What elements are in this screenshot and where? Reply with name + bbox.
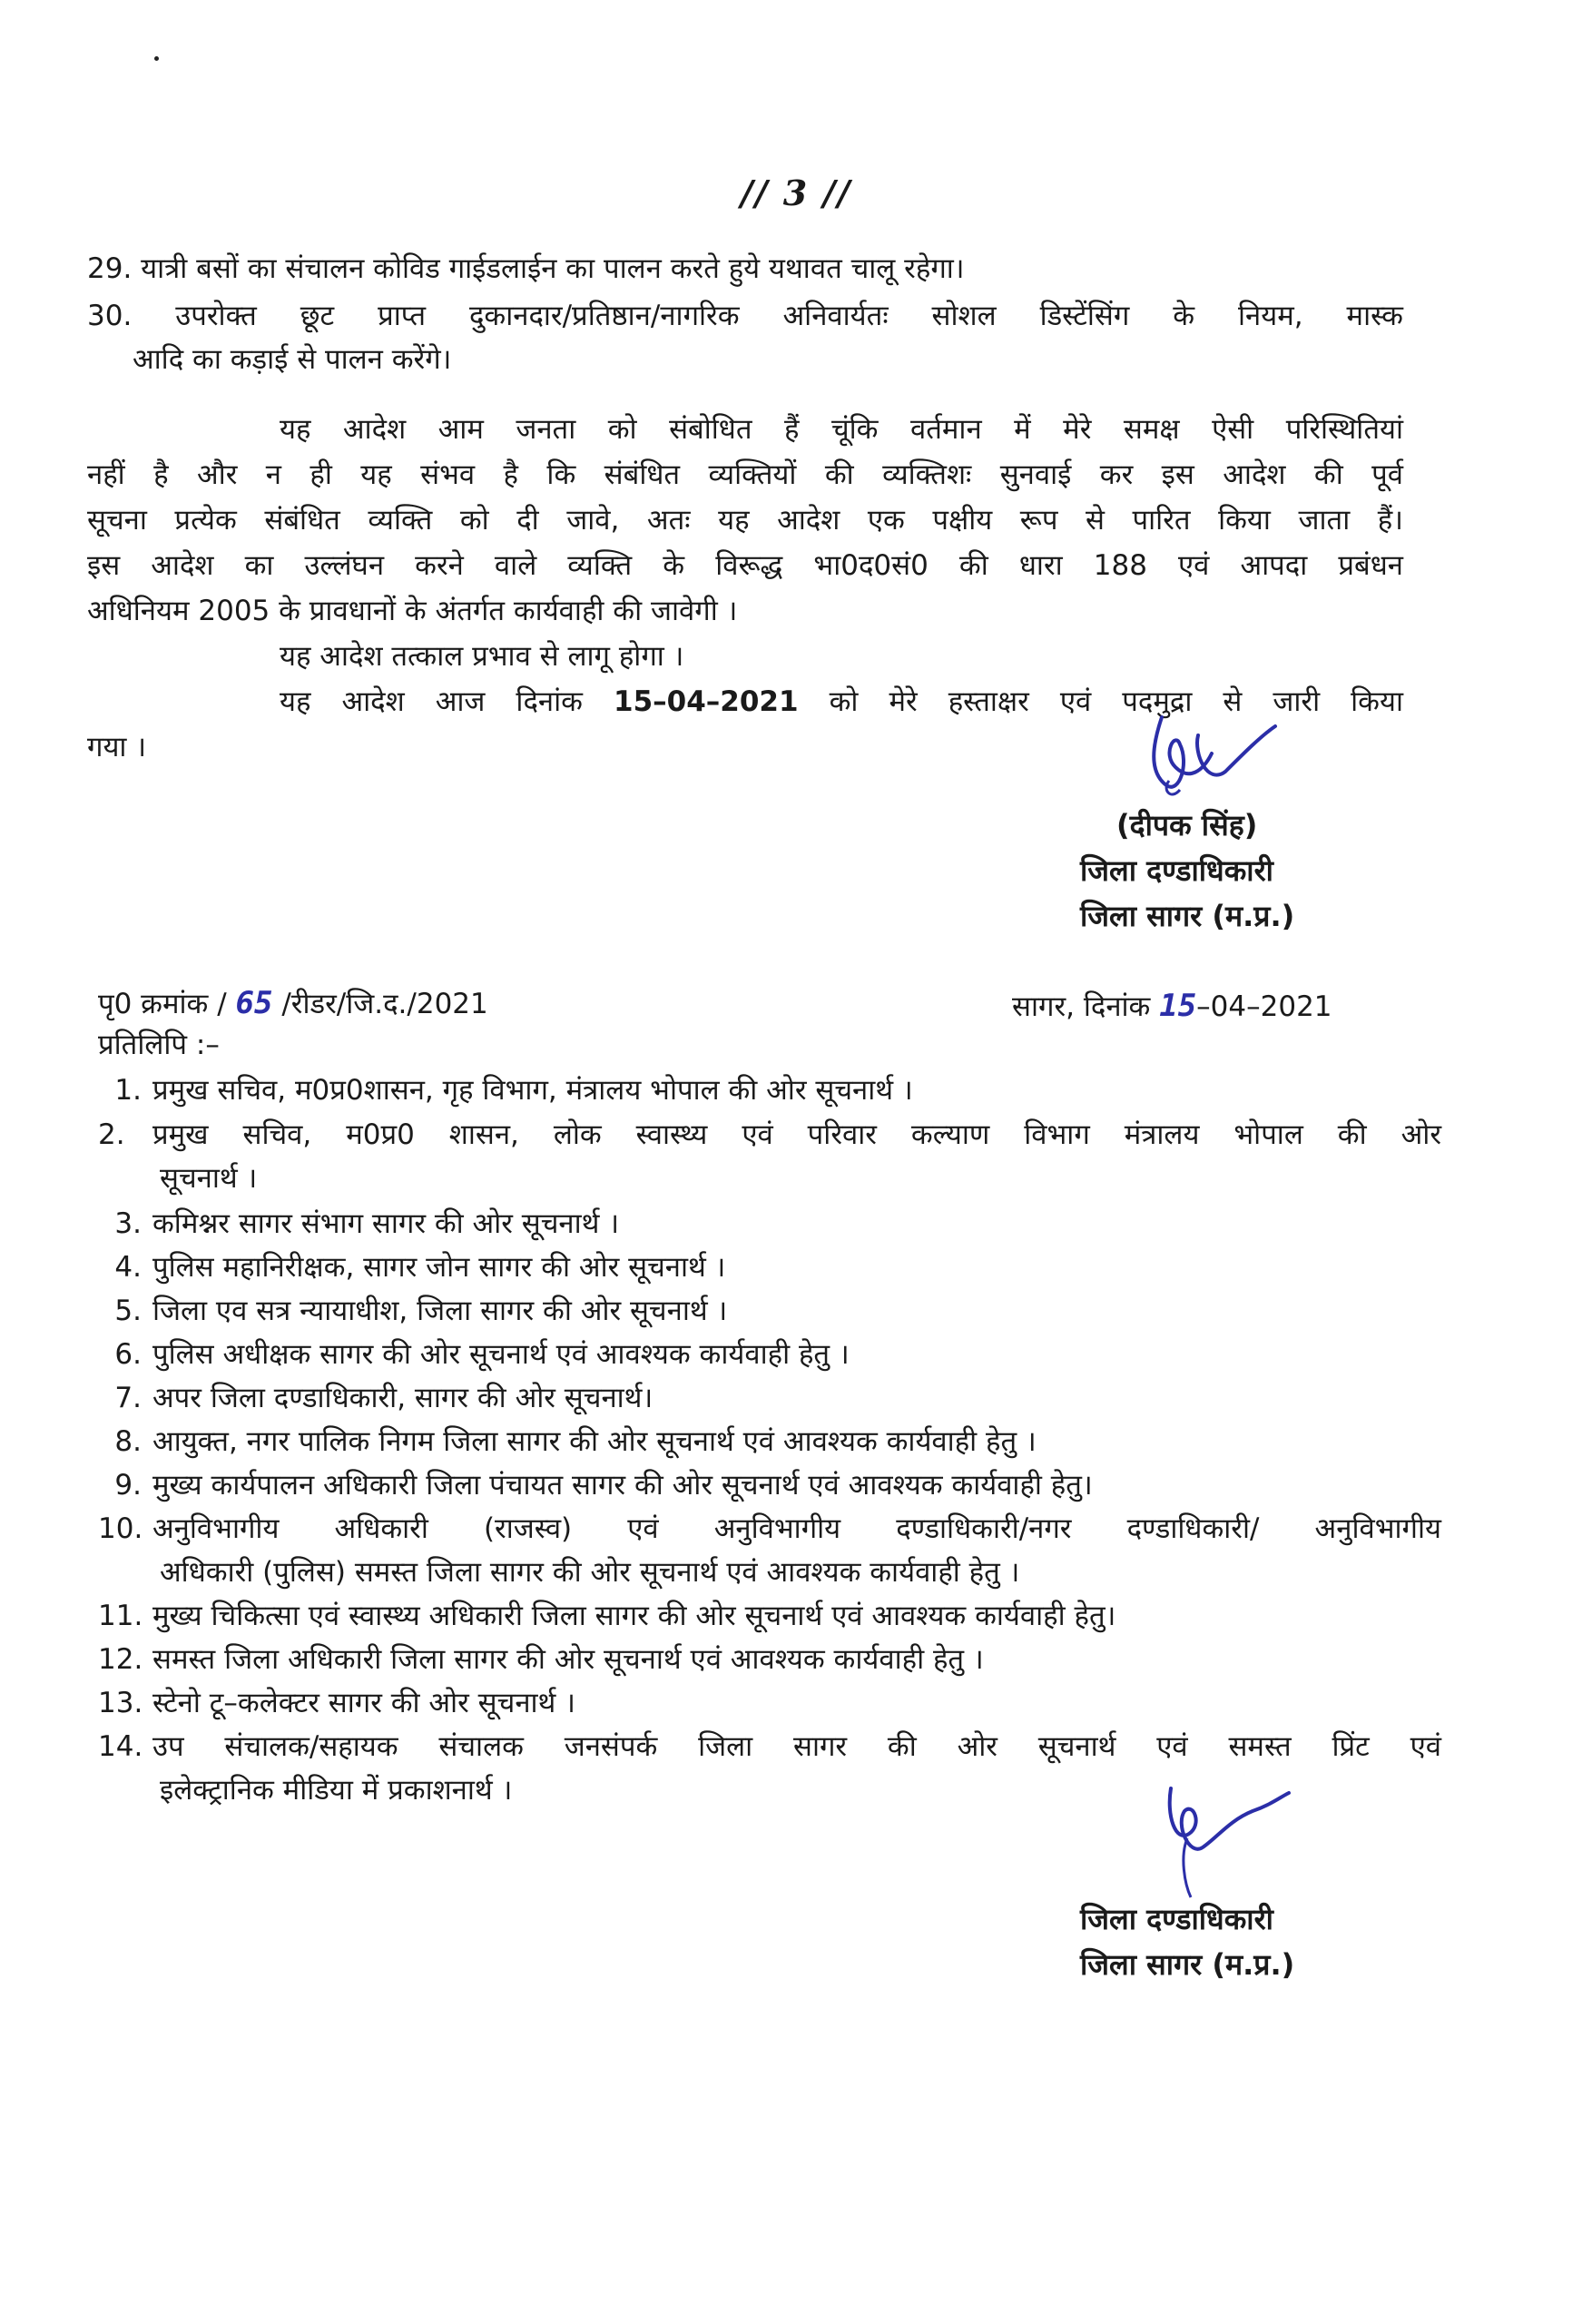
item-text: जिला एव सत्र न्यायाधीश, जिला सागर की ओर सूचनार्थ । <box>152 1295 728 1327</box>
item-number: 29. <box>87 252 133 285</box>
list-item <box>98 1251 725 1285</box>
list-item <box>98 1382 653 1415</box>
signature <box>1144 1770 1298 1906</box>
item-text: प्रमुख सचिव, म0प्र0शासन, गृह विभाग, मंत्रालय भोपाल की ओर सूचनार्थ । <box>152 1074 913 1107</box>
paragraph-line: यह आदेश आम जनता को संबोधित हैं चूंकि वर्तमान में मेरे समक्ष ऐसी परिस्थितियां <box>280 413 1403 446</box>
issue-text-pre: यह आदेश आज दिनांक <box>280 685 583 718</box>
item-continuation: सूचनार्थ । <box>160 1162 258 1195</box>
list-item <box>98 1730 1441 1764</box>
list-item <box>98 1600 1115 1633</box>
date-suffix: –04–2021 <box>1196 990 1332 1023</box>
item-number: 9. <box>114 1469 142 1502</box>
paragraph-line: इस आदेश का उल्लंघन करने वाले व्यक्ति के विरूद्ध भा0द0सं0 की धारा 188 एवं आपदा प्रबंधन <box>87 549 1403 582</box>
item-continuation: अधिकारी (पुलिस) समस्त जिला सागर की ओर सूचनार्थ एवं आवश्यक कार्यवाही हेतु । <box>160 1556 1020 1589</box>
endorsement-date <box>1012 988 1332 1025</box>
item-text: उप संचालक/सहायक संचालक जनसंपर्क जिला सागर की ओर सूचनार्थ एवं समस्त प्रिंट एवं <box>152 1730 1441 1763</box>
item-number: 1. <box>114 1074 142 1107</box>
reference-number: 65 <box>235 985 273 1021</box>
item-text: प्रमुख सचिव, म0प्र0 शासन, लोक स्वास्थ्य एवं परिवार कल्याण विभाग मंत्रालय भोपाल की ओर <box>152 1118 1441 1151</box>
item-number: 13. <box>98 1687 143 1719</box>
issue-date: 15–04–2021 <box>614 685 799 718</box>
item-number: 6. <box>114 1338 142 1371</box>
item-text: यात्री बसों का संचालन कोविड गाईडलाईन का पालन करते हुये यथावत चालू रहेगा। <box>141 252 965 285</box>
reference-suffix: /रीडर/जि.द./2021 <box>281 988 488 1020</box>
paragraph-line: नहीं है और न ही यह संभव है कि संबंधित व्यक्तियों की व्यक्तिशः सुनवाई कर इस आदेश की पूर्व <box>87 458 1403 491</box>
list-item <box>98 1425 1037 1459</box>
stray-mark <box>154 56 159 61</box>
list-item <box>98 1469 1093 1502</box>
item-text: स्टेनो टू–कलेक्टर सागर की ओर सूचनार्थ । <box>152 1687 575 1719</box>
item-continuation: आदि का कड़ाई से पालन करेंगे। <box>133 343 452 376</box>
item-number: 8. <box>114 1425 142 1458</box>
list-item <box>98 1512 1441 1546</box>
item-text: मुख्य चिकित्सा एवं स्वास्थ्य अधिकारी जिला सागर की ओर सूचनार्थ एवं आवश्यक कार्यवाही हेतु। <box>152 1600 1116 1632</box>
item-number: 30. <box>87 300 133 332</box>
item-text: आयुक्त, नगर पालिक निगम जिला सागर की ओर सूचनार्थ एवं आवश्यक कार्यवाही हेतु । <box>152 1425 1037 1458</box>
date-prefix: सागर, दिनांक <box>1012 990 1151 1023</box>
item-number: 2. <box>98 1118 125 1151</box>
item-text: मुख्य कार्यपालन अधिकारी जिला पंचायत सागर की ओर सूचनार्थ एवं आवश्यक कार्यवाही हेतु। <box>152 1469 1093 1502</box>
paragraph-line: सूचना प्रत्येक संबंधित व्यक्ति को दी जावे, अतः यह आदेश एक पक्षीय रूप से पारित किया जाता हैं। <box>87 504 1403 537</box>
item-number: 5. <box>114 1295 142 1327</box>
signatory-name: (दीपक सिंह) <box>1116 808 1258 842</box>
paragraph-line: गया । <box>87 731 147 763</box>
item-continuation: इलेक्ट्रानिक मीडिया में प्रकाशनार्थ । <box>160 1774 513 1807</box>
list-item <box>98 1643 984 1677</box>
signatory-designation: जिला दण्डाधिकारी <box>1080 1902 1273 1936</box>
list-item <box>98 1118 1441 1152</box>
item-number: 3. <box>114 1207 142 1240</box>
item-text: समस्त जिला अधिकारी जिला सागर की ओर सूचनार्थ एवं आवश्यक कार्यवाही हेतु । <box>152 1643 984 1676</box>
list-item <box>98 1295 727 1328</box>
list-item <box>98 1207 619 1241</box>
issue-text-post: को मेरे हस्ताक्षर एवं पदमुद्रा से जारी किया <box>829 685 1403 718</box>
paragraph-line: अधिनियम 2005 के प्रावधानों के अंतर्गत कार्यवाही की जावेगी । <box>87 595 738 627</box>
reference-prefix: पृ0 क्रमांक / <box>98 988 227 1020</box>
signature <box>1125 699 1289 808</box>
signatory-designation: जिला दण्डाधिकारी <box>1080 853 1273 888</box>
signatory-place: जिला सागर (म.प्र.) <box>1080 899 1295 933</box>
reference-line <box>98 985 488 1022</box>
item-text: पुलिस अधीक्षक सागर की ओर सूचनार्थ एवं आवश्यक कार्यवाही हेतु । <box>152 1338 850 1371</box>
list-item <box>98 1687 575 1720</box>
date-day: 15 <box>1159 988 1197 1024</box>
item-number: 4. <box>114 1251 142 1284</box>
list-item <box>87 300 1403 333</box>
copy-label: प्रतिलिपि :– <box>98 1029 220 1061</box>
signatory-place: जिला सागर (म.प्र.) <box>1080 1947 1295 1982</box>
item-number: 12. <box>98 1643 143 1676</box>
item-number: 10. <box>98 1512 143 1545</box>
item-number: 11. <box>98 1600 143 1632</box>
list-item <box>98 1074 913 1108</box>
item-text: पुलिस महानिरीक्षक, सागर जोन सागर की ओर सूचनार्थ । <box>152 1251 726 1284</box>
page-number: // 3 // <box>740 172 852 213</box>
paragraph-line: यह आदेश तत्काल प्रभाव से लागू होगा । <box>280 640 684 673</box>
list-item <box>98 1338 850 1372</box>
item-text: कमिश्नर सागर संभाग सागर की ओर सूचनार्थ । <box>152 1207 620 1240</box>
list-item <box>87 252 965 286</box>
item-text: अपर जिला दण्डाधिकारी, सागर की ओर सूचनार्थ। <box>152 1382 654 1414</box>
item-number: 7. <box>114 1382 142 1414</box>
item-text: अनुविभागीय अधिकारी (राजस्व) एवं अनुविभागीय दण्डाधिकारी/नगर दण्डाधिकारी/ अनुविभागीय <box>152 1512 1441 1545</box>
item-number: 14. <box>98 1730 143 1763</box>
item-text: उपरोक्त छूट प्राप्त दुकानदार/प्रतिष्ठान/नागरिक अनिवार्यतः सोशल डिस्टेंसिंग के नियम, मास्क <box>175 300 1403 332</box>
